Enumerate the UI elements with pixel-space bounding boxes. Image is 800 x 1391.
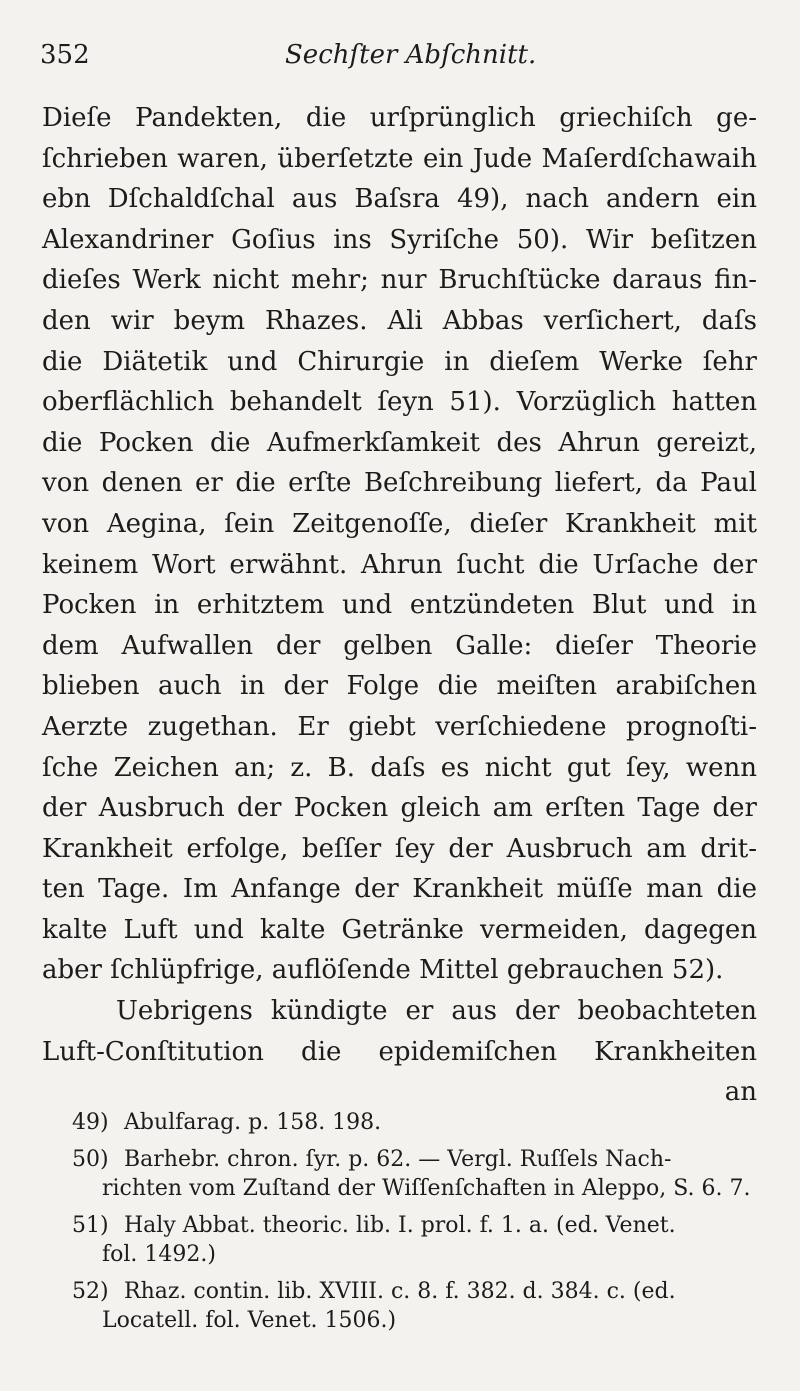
- text-line: dieſes Werk nicht mehr; nur Bruchſtücke daraus fin-: [42, 265, 757, 296]
- text-line: der Ausbruch der Pocken gleich am erſten Tage der: [42, 793, 757, 824]
- text-line: keinem Wort erwähnt. Ahrun ſucht die Urſache der: [42, 549, 757, 580]
- footnote: [72, 1211, 762, 1269]
- text-line: Krankheit erfolge, beſſer ſey der Ausbruch am drit-: [42, 833, 757, 864]
- footnote-text: Rhaz. contin. lib. XVIII. c. 8. f. 382. d. 384. c. (ed.: [124, 1279, 676, 1304]
- text-line: kalte Luft und kalte Getränke vermeiden, dagegen: [42, 914, 757, 945]
- text-line: von Aegina, ſein Zeitgenoſſe, dieſer Krankheit mit: [42, 508, 757, 539]
- footnote-text: Haly Abbat. theoric. lib. I. prol. f. 1. a. (ed. Venet.: [124, 1213, 676, 1238]
- paragraph-first-line: Uebrigens kündigte er aus der beobachteten: [116, 996, 757, 1027]
- footnote-continuation: Locatell. fol. Venet. 1506.): [102, 1308, 397, 1333]
- text-line: ten Tage. Im Anfange der Krankheit müſſe man die: [42, 874, 757, 905]
- text-line: dem Aufwallen der gelben Galle: dieſer Theorie: [42, 630, 757, 661]
- footnote-continuation: richten vom Zuſtand der Wiſſenſchaften in Aleppo, S. 6. 7.: [102, 1176, 751, 1201]
- text-line: Aerzte zugethan. Er giebt verſchiedene prognoſti-: [42, 711, 757, 742]
- footnote: [72, 1277, 762, 1335]
- footnote-number: 50): [72, 1147, 109, 1172]
- footnote-text: Barhebr. chron. ſyr. p. 62. — Vergl. Ruſſels Nach-: [124, 1147, 672, 1172]
- footnote-continuation: fol. 1492.): [102, 1242, 216, 1267]
- catchword: an: [724, 1077, 757, 1108]
- text-line: Alexandriner Goſius ins Syriſche 50). Wir beſitzen: [42, 224, 757, 255]
- text-line: die Pocken die Aufmerkſamkeit des Ahrun gereizt,: [42, 427, 757, 458]
- text-line: Luft-Conſtitution die epidemiſchen Krankheiten: [42, 1036, 757, 1067]
- text-line: oberflächlich behandelt ſeyn 51). Vorzüglich hatten: [42, 387, 757, 418]
- footnote-number: 52): [72, 1279, 109, 1304]
- main-text: [42, 98, 757, 1113]
- running-header: [40, 40, 750, 84]
- text-line: aber ſchlüpfrige, auflöſende Mittel gebrauchen 52).: [42, 955, 724, 986]
- text-line: ſchrieben waren, überſetzte ein Jude Maſerdſchawaih: [42, 143, 757, 174]
- footnote-number: 49): [72, 1110, 109, 1135]
- text-line: blieben auch in der Folge die meiſten arabiſchen: [42, 671, 757, 702]
- text-line: ebn Dſchaldſchal aus Baſsra 49), nach andern ein: [42, 184, 757, 215]
- running-title: Sechſter Abſchnitt.: [285, 40, 537, 70]
- footnote-number: 51): [72, 1213, 109, 1238]
- page-number: 352: [40, 40, 90, 70]
- footnote: [72, 1145, 762, 1203]
- text-line: von denen er die erſte Beſchreibung liefert, da Paul: [42, 468, 757, 499]
- text-line: ſche Zeichen an; z. B. daſs es nicht gut ſey, wenn: [42, 752, 757, 783]
- text-line: Dieſe Pandekten, die urſprünglich griechiſch ge-: [42, 103, 757, 133]
- text-line: Pocken in erhitztem und entzündeten Blut und in: [42, 590, 757, 621]
- footnotes: [72, 1108, 762, 1343]
- footnote-text: Abulfarag. p. 158. 198.: [124, 1110, 382, 1135]
- footnote: [72, 1108, 762, 1137]
- text-line: die Diätetik und Chirurgie in dieſem Werke ſehr: [42, 346, 757, 377]
- text-line: den wir beym Rhazes. Ali Abbas verſichert, daſs: [42, 305, 757, 336]
